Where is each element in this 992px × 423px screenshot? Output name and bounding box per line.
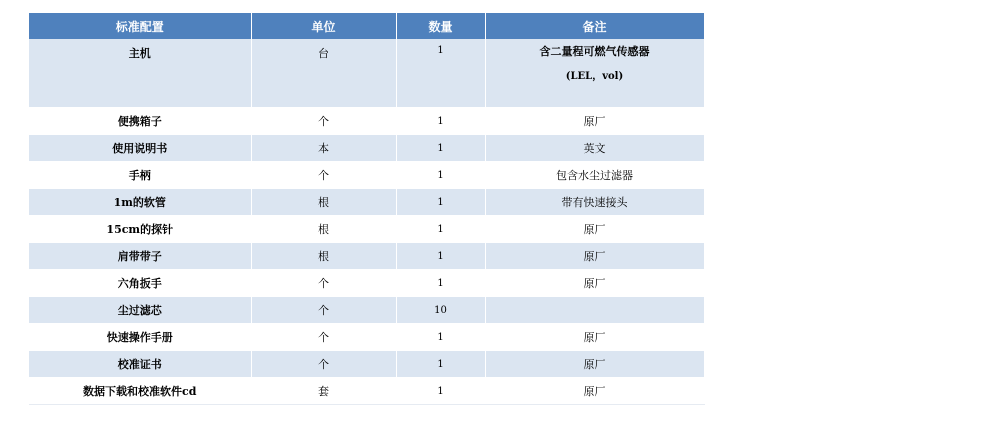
table-row [29, 270, 704, 297]
table-row [29, 216, 704, 243]
item-note-main: 含二量程可燃气传感器 [539, 45, 650, 58]
item-unit: 个 [251, 351, 396, 378]
item-unit: 个 [251, 162, 396, 189]
item-quantity: 1 [396, 162, 485, 189]
item-quantity: 1 [396, 324, 485, 351]
configuration-table [29, 13, 705, 405]
item-note: 原厂 [485, 216, 704, 243]
item-quantity: 1 [396, 108, 485, 135]
item-name: 肩带带子 [29, 243, 251, 270]
item-name: 数据下载和校准软件cd [29, 378, 251, 405]
item-quantity: 1 [396, 216, 485, 243]
item-unit: 个 [251, 324, 396, 351]
item-quantity: 1 [396, 189, 485, 216]
item-name: 便携箱子 [29, 108, 251, 135]
item-note: 原厂 [485, 351, 704, 378]
item-note: 带有快速接头 [485, 189, 704, 216]
item-name: 1m的软管 [29, 189, 251, 216]
item-unit: 根 [251, 216, 396, 243]
item-quantity: 1 [396, 270, 485, 297]
item-name: 使用说明书 [29, 135, 251, 162]
header-quantity: 数量 [396, 13, 485, 39]
item-name: 校准证书 [29, 351, 251, 378]
item-unit: 根 [251, 243, 396, 270]
header-unit: 单位 [251, 13, 396, 39]
item-unit: 个 [251, 270, 396, 297]
item-quantity: 1 [396, 135, 485, 162]
header-remarks: 备注 [485, 13, 704, 39]
table-row [29, 297, 704, 324]
item-unit: 本 [251, 135, 396, 162]
item-name: 手柄 [29, 162, 251, 189]
item-unit: 个 [251, 108, 396, 135]
table-header-row [29, 13, 704, 39]
item-unit: 根 [251, 189, 396, 216]
table-row [29, 135, 704, 162]
item-unit: 套 [251, 378, 396, 405]
item-note: 英文 [485, 135, 704, 162]
item-quantity: 10 [396, 297, 485, 324]
item-quantity: 1 [396, 378, 485, 405]
item-note [485, 297, 704, 324]
table-row [29, 378, 704, 405]
table-row [29, 324, 704, 351]
item-name: 15cm的探针 [29, 216, 251, 243]
item-note [485, 39, 704, 108]
item-quantity: 1 [396, 243, 485, 270]
table-row [29, 189, 704, 216]
item-note: 包含水尘过滤器 [485, 162, 704, 189]
item-unit: 个 [251, 297, 396, 324]
item-quantity: 1 [396, 39, 485, 108]
item-unit: 台 [251, 39, 396, 108]
item-note-sub: (LEL，vol) [565, 71, 624, 82]
item-note: 原厂 [485, 324, 704, 351]
item-note: 原厂 [485, 270, 704, 297]
header-standard-config: 标准配置 [29, 13, 251, 39]
item-name: 六角扳手 [29, 270, 251, 297]
table-row [29, 39, 704, 108]
table-row [29, 243, 704, 270]
item-name: 主机 [29, 39, 251, 108]
item-note: 原厂 [485, 243, 704, 270]
item-quantity: 1 [396, 351, 485, 378]
table-row [29, 108, 704, 135]
item-note: 原厂 [485, 378, 704, 405]
table-row [29, 351, 704, 378]
table-row [29, 162, 704, 189]
item-name: 快速操作手册 [29, 324, 251, 351]
item-note: 原厂 [485, 108, 704, 135]
item-name: 尘过滤芯 [29, 297, 251, 324]
